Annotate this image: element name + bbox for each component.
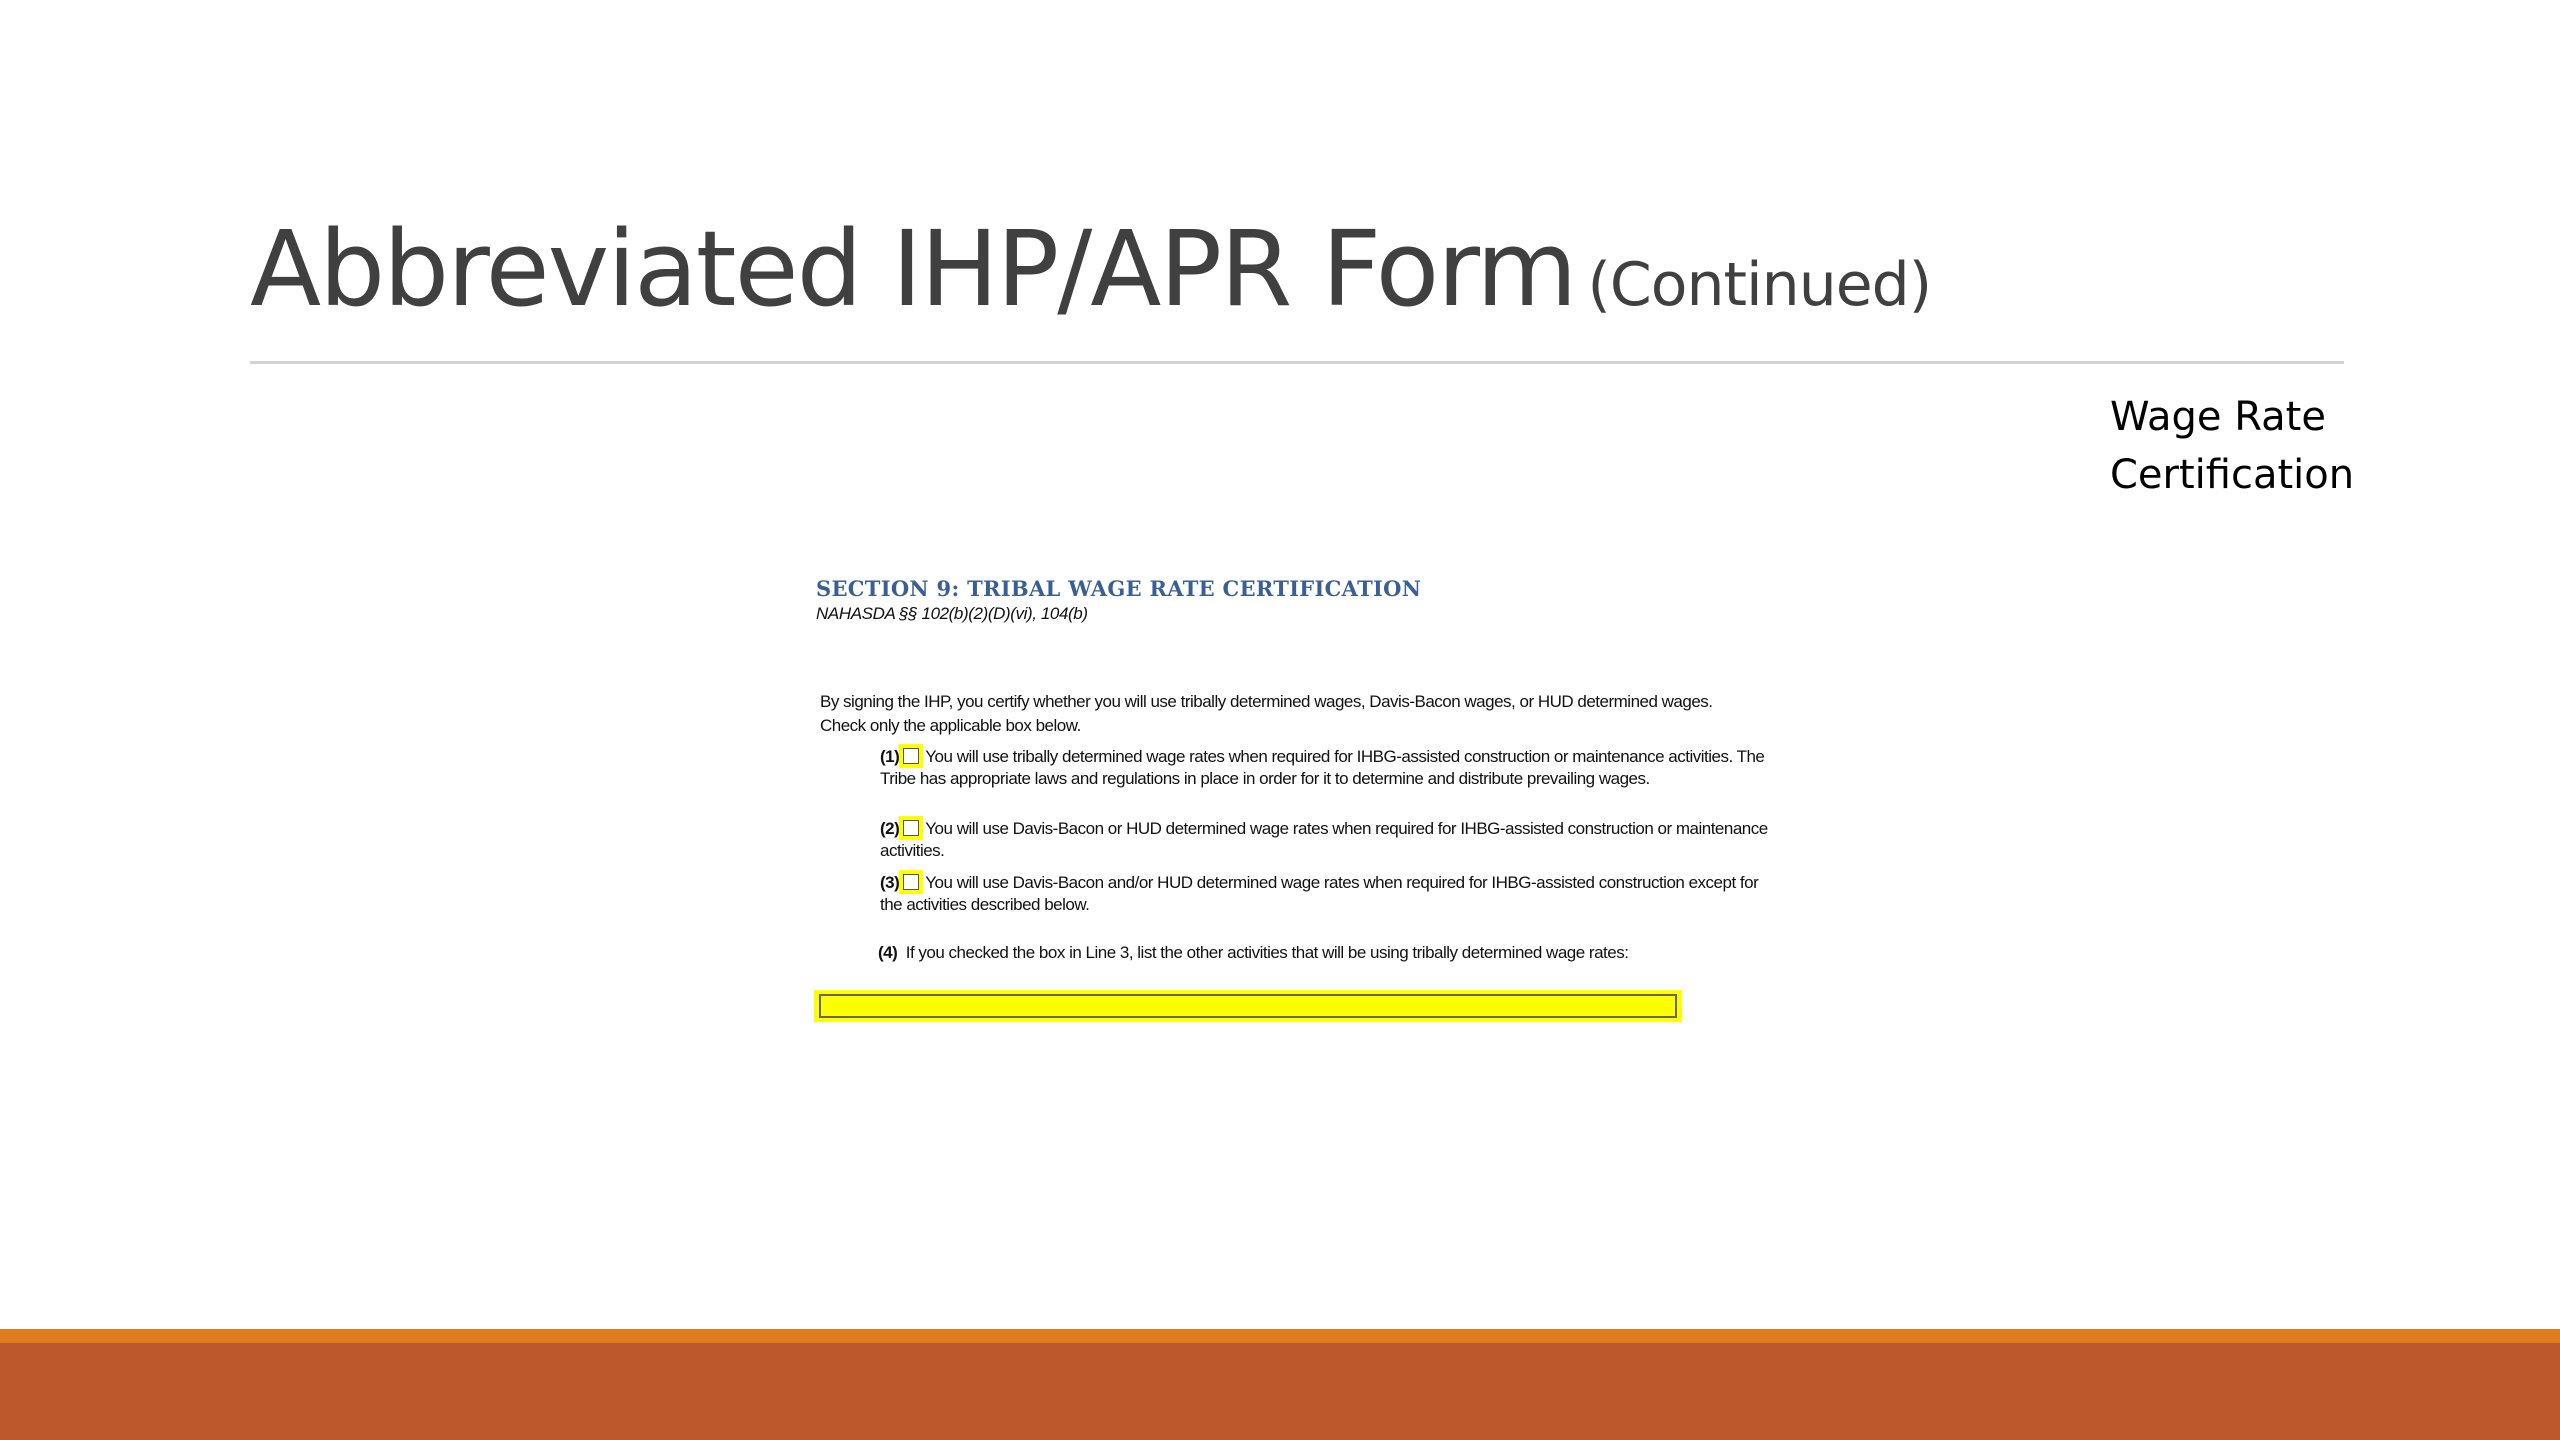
slide-title-main: Abbreviated IHP/APR Form	[250, 208, 1576, 330]
slide-title-subtitle: (Continued)	[1587, 250, 1932, 320]
form-intro-text: By signing the IHP, you certify whether you will use tribally determined wages, Davis-Bacon wages, or HUD determined wages. Check only the applicable box below.	[820, 692, 1713, 735]
option-2-number: (2)	[880, 819, 900, 838]
line-4	[878, 942, 1678, 964]
option-3-checkbox[interactable]	[903, 874, 919, 890]
form-excerpt	[812, 570, 1772, 1040]
option-2-text: You will use Davis-Bacon or HUD determined wage rates when required for IHBG-assisted construction or maintenance activities.	[880, 819, 1768, 860]
option-3	[880, 872, 1780, 916]
option-1-checkbox[interactable]	[903, 748, 919, 764]
side-note-line-1: Wage Rate	[2110, 394, 2326, 440]
footer-band	[0, 1343, 2560, 1440]
title-divider	[250, 361, 2344, 364]
option-1	[880, 746, 1780, 790]
form-section-heading: SECTION 9: TRIBAL WAGE RATE CERTIFICATION	[816, 576, 1422, 601]
line-4-number: (4)	[878, 943, 898, 962]
line-4-text: If you checked the box in Line 3, list the other activities that will be using tribally determined wage rates:	[905, 943, 1629, 962]
option-1-text: You will use tribally determined wage rates when required for IHBG-assisted construction or maintenance activities. The Tribe has appropriate laws and regulations in place in order for it to determine and distribute prevailing wages.	[880, 747, 1765, 788]
line-4-answer-input[interactable]	[819, 994, 1677, 1018]
option-3-text: You will use Davis-Bacon and/or HUD determined wage rates when required for IHBG-assisted construction except for the activities described below.	[880, 873, 1759, 914]
option-2	[880, 818, 1780, 862]
option-3-number: (3)	[880, 873, 900, 892]
slide-title	[250, 208, 1932, 330]
footer-accent-stripe	[0, 1329, 2560, 1343]
form-citation: NAHASDA §§ 102(b)(2)(D)(vi), 104(b)	[816, 604, 1088, 623]
side-note	[2110, 388, 2550, 504]
option-2-checkbox[interactable]	[903, 820, 919, 836]
option-1-number: (1)	[880, 747, 900, 766]
line-4-answer-field[interactable]	[814, 990, 1682, 1022]
side-note-line-2: Certification	[2110, 452, 2355, 498]
